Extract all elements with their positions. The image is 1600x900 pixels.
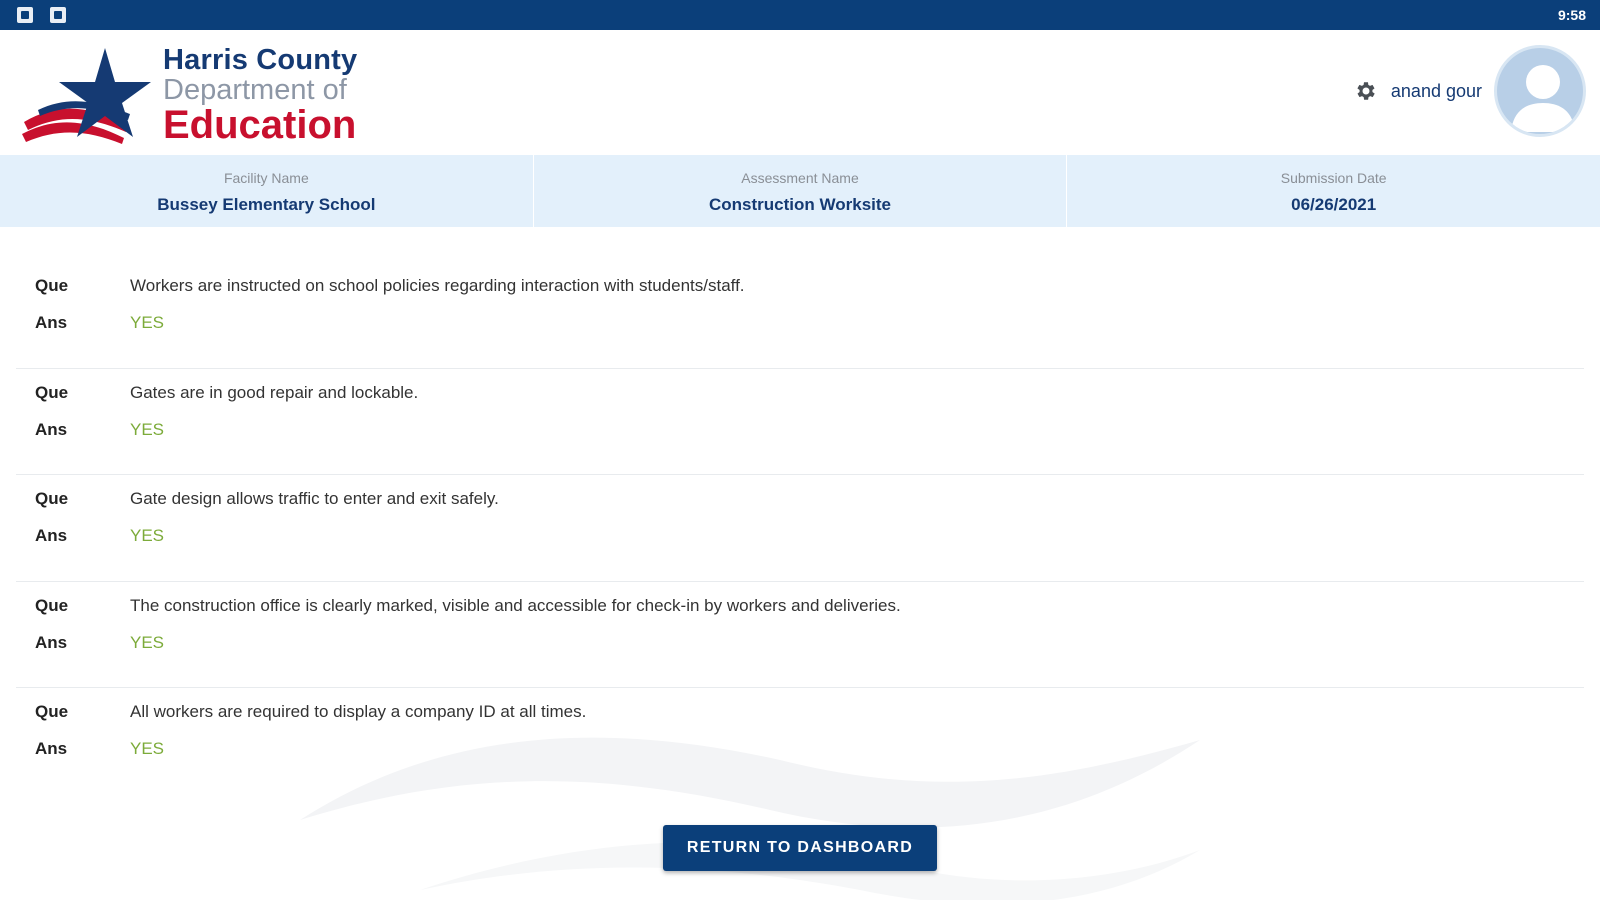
question-text: Gates are in good repair and lockable. <box>130 382 419 402</box>
status-time: 9:58 <box>1557 7 1586 23</box>
facility-value: Bussey Elementary School <box>157 195 376 214</box>
facility-label: Facility Name <box>223 170 309 186</box>
answer-text: YES <box>130 632 165 652</box>
logo-line-department: Department of <box>163 74 347 106</box>
answer-text: YES <box>130 313 165 332</box>
assessment-info-bar <box>0 155 1600 227</box>
facility-info <box>0 155 534 227</box>
assessment-value: Construction Worksite <box>709 195 891 214</box>
screenshot-icon <box>50 7 66 23</box>
qa-item <box>16 475 1584 582</box>
assessment-info <box>534 155 1068 227</box>
qa-item <box>16 262 1584 369</box>
app-header <box>0 30 1600 155</box>
status-bar <box>0 0 1600 30</box>
answer-label: Ans <box>35 526 68 545</box>
answer-text: YES <box>130 739 165 758</box>
answer-text: YES <box>130 419 165 439</box>
question-label: Que <box>35 489 69 508</box>
answer-label: Ans <box>35 313 68 332</box>
gear-icon[interactable] <box>1353 79 1377 103</box>
qa-item <box>16 582 1584 689</box>
qa-item <box>16 369 1584 476</box>
answer-label: Ans <box>35 632 68 652</box>
answer-label: Ans <box>35 419 68 439</box>
user-area <box>1353 45 1586 137</box>
avatar-icon[interactable] <box>1494 45 1586 137</box>
question-text: The construction office is clearly marked, visible and accessible for check-in by workers and deliveries. <box>130 595 901 615</box>
question-label: Que <box>35 702 69 721</box>
image-icon <box>17 7 33 23</box>
question-text: All workers are required to display a company ID at all times. <box>130 702 587 721</box>
submission-date-value: 06/26/2021 <box>1291 195 1377 214</box>
submission-date-info <box>1067 155 1600 227</box>
qa-list <box>16 262 1584 795</box>
question-label: Que <box>35 595 69 615</box>
question-text: Gate design allows traffic to enter and exit safely. <box>130 489 499 508</box>
logo-line-county: Harris County <box>163 44 358 76</box>
answer-label: Ans <box>35 739 68 758</box>
submission-date-label: Submission Date <box>1280 170 1387 186</box>
question-label: Que <box>35 276 69 295</box>
star-flag-icon <box>18 44 158 149</box>
logo-line-education: Education <box>163 103 357 147</box>
question-text: Workers are instructed on school policies regarding interaction with students/staff. <box>130 276 745 295</box>
return-to-dashboard-button[interactable]: RETURN TO DASHBOARD <box>663 825 937 871</box>
answer-text: YES <box>130 526 165 545</box>
question-label: Que <box>35 382 69 402</box>
user-name[interactable]: anand gour <box>1390 80 1482 101</box>
assessment-label: Assessment Name <box>741 170 859 186</box>
qa-item <box>16 688 1584 795</box>
harris-county-logo <box>18 44 398 149</box>
